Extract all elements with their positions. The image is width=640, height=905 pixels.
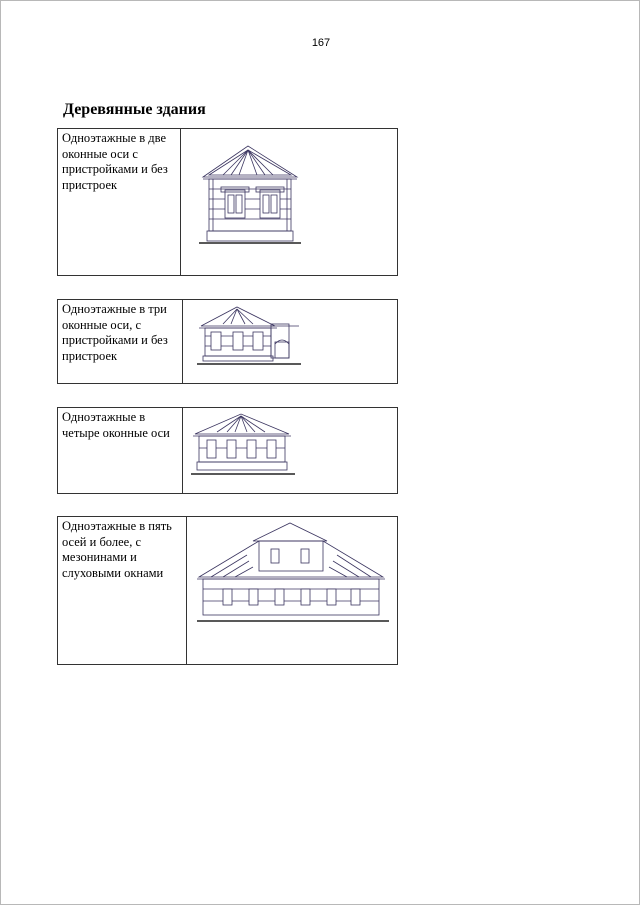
- table-row: [57, 299, 398, 384]
- house-two-axis-drawing: [181, 129, 397, 275]
- row-label: Одноэтажные в пять осей и более, с мезонинами и слуховыми окнами: [58, 517, 187, 664]
- page-number: 167: [311, 37, 331, 49]
- row-label: Одноэтажные в две оконные оси с пристройками и без пристроек: [58, 129, 181, 275]
- table-row: [57, 407, 398, 494]
- row-label: Одноэтажные в четыре оконные оси: [58, 408, 183, 493]
- row-label: Одноэтажные в три оконные оси, с пристройками и без пристроек: [58, 300, 183, 383]
- house-four-axis-drawing: [183, 408, 397, 493]
- house-five-axis-mezzanine-drawing: [187, 517, 397, 664]
- table-row: [57, 516, 398, 665]
- house-three-axis-drawing: [183, 300, 397, 383]
- section-title: Деревянные здания: [63, 101, 206, 118]
- table-row: [57, 128, 398, 276]
